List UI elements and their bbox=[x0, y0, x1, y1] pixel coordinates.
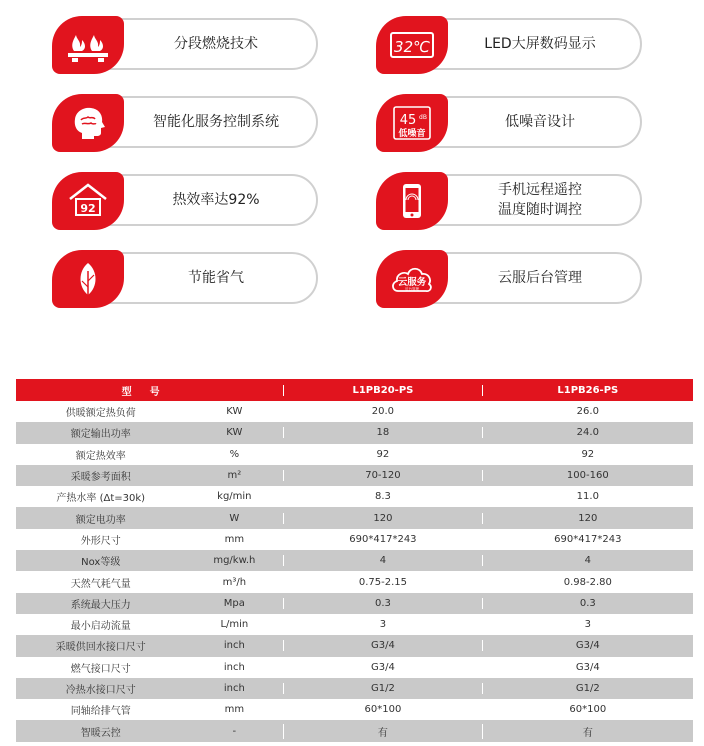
spec-value-b: 26.0 bbox=[482, 406, 693, 417]
spec-unit: m² bbox=[227, 470, 242, 482]
table-row bbox=[16, 720, 693, 741]
spec-value-b: G3/4 bbox=[482, 640, 693, 651]
spec-unit: KW bbox=[226, 427, 243, 439]
spec-value-b: 100-160 bbox=[482, 470, 693, 481]
spec-unit: - bbox=[232, 725, 237, 737]
spec-value-a: G3/4 bbox=[283, 662, 481, 673]
feature-label: LED大屏数码显示 bbox=[484, 36, 596, 52]
spec-name: 燃气接口尺寸 bbox=[70, 663, 131, 675]
spec-value-b: G1/2 bbox=[482, 683, 693, 694]
table-row bbox=[16, 444, 693, 465]
spec-name: 额定输出功率 bbox=[70, 429, 131, 441]
table-row bbox=[16, 635, 693, 656]
spec-table-body bbox=[16, 401, 693, 742]
spec-table-header bbox=[16, 379, 693, 401]
spec-value-b: 3 bbox=[482, 619, 693, 630]
spec-value-a: 690*417*243 bbox=[283, 534, 481, 545]
spec-value-a: 70-120 bbox=[283, 470, 481, 481]
spec-value-a: 3 bbox=[283, 619, 481, 630]
noise-value: 45 bbox=[399, 113, 417, 128]
spec-value-b: 24.0 bbox=[482, 427, 693, 438]
phone-icon bbox=[376, 172, 448, 230]
spec-unit: W bbox=[229, 512, 240, 524]
led-display-value: 32℃ bbox=[394, 38, 430, 56]
spec-name: 采暖供回水接口尺寸 bbox=[55, 642, 146, 654]
table-row bbox=[16, 571, 693, 592]
spec-value-b: 60*100 bbox=[482, 704, 693, 715]
spec-unit: m³/h bbox=[222, 576, 247, 588]
spec-name: 智暖云控 bbox=[80, 727, 121, 739]
spec-value-b: 120 bbox=[482, 513, 693, 524]
spec-value-b: 0.3 bbox=[482, 598, 693, 609]
flame-segments-icon bbox=[52, 16, 124, 74]
header-model-a: L1PB20-PS bbox=[283, 385, 481, 396]
leaf-icon bbox=[52, 250, 124, 308]
noise-badge: 低噪音 bbox=[398, 129, 426, 139]
efficiency-house-icon bbox=[52, 172, 124, 230]
spec-unit: mm bbox=[224, 533, 245, 545]
spec-name: 外形尺寸 bbox=[80, 535, 121, 547]
spec-name: 额定热效率 bbox=[75, 450, 126, 462]
spec-name: 天然气耗气量 bbox=[70, 578, 131, 590]
feature-flame-segments bbox=[52, 18, 322, 74]
feature-label: 节能省气 bbox=[188, 270, 244, 286]
spec-value-a: G1/2 bbox=[283, 683, 481, 694]
table-row bbox=[16, 422, 693, 443]
spec-value-b: 11.0 bbox=[482, 491, 693, 502]
spec-value-a: 8.3 bbox=[283, 491, 481, 502]
spec-name: 同轴给排气管 bbox=[70, 706, 131, 718]
spec-table bbox=[16, 379, 693, 742]
cloud-service-icon bbox=[376, 250, 448, 308]
feature-led-display bbox=[376, 18, 646, 74]
spec-value-b: 有 bbox=[482, 724, 693, 739]
feature-energy-saving bbox=[52, 252, 322, 308]
table-row bbox=[16, 699, 693, 720]
feature-remote-control bbox=[376, 174, 646, 230]
table-row bbox=[16, 593, 693, 614]
feature-label: 分段燃烧技术 bbox=[174, 36, 258, 52]
spec-value-a: 20.0 bbox=[283, 406, 481, 417]
spec-value-a: 120 bbox=[283, 513, 481, 524]
cloud-text: 云服务 bbox=[397, 277, 427, 288]
spec-unit: inch bbox=[223, 683, 245, 694]
feature-smart-control bbox=[52, 96, 322, 152]
spec-value-b: G3/4 bbox=[482, 662, 693, 673]
spec-value-a: 0.3 bbox=[283, 598, 481, 609]
spec-unit: L/min bbox=[220, 619, 249, 631]
cloud-subtext: 后台管理 bbox=[405, 287, 419, 291]
table-row bbox=[16, 678, 693, 699]
feature-label: 智能化服务控制系统 bbox=[153, 114, 279, 130]
spec-unit: mg/kw.h bbox=[213, 555, 256, 567]
spec-name: 供暖额定热负荷 bbox=[65, 408, 136, 420]
efficiency-value: 92 bbox=[80, 202, 96, 215]
spec-value-b: 92 bbox=[482, 449, 693, 460]
spec-unit: kg/min bbox=[217, 491, 252, 503]
table-row bbox=[16, 550, 693, 571]
spec-unit: % bbox=[229, 448, 240, 460]
feature-efficiency bbox=[52, 174, 322, 230]
spec-name: 产热水率 (Δt=30k) bbox=[56, 493, 146, 505]
spec-name: 最小启动流量 bbox=[70, 621, 131, 633]
spec-value-b: 0.98-2.80 bbox=[482, 577, 693, 588]
spec-value-a: 0.75-2.15 bbox=[283, 577, 481, 588]
spec-name: 冷热水接口尺寸 bbox=[65, 685, 136, 696]
led-display-icon bbox=[376, 16, 448, 74]
table-row bbox=[16, 529, 693, 550]
spec-value-b: 4 bbox=[482, 555, 693, 566]
feature-label: 低噪音设计 bbox=[505, 114, 575, 130]
spec-value-a: 92 bbox=[283, 449, 481, 460]
table-row bbox=[16, 507, 693, 528]
table-row bbox=[16, 614, 693, 635]
table-row bbox=[16, 465, 693, 486]
table-row bbox=[16, 401, 693, 422]
feature-label: 热效率达92% bbox=[172, 192, 260, 208]
feature-low-noise bbox=[376, 96, 646, 152]
feature-label: 手机远程遥控 温度随时调控 bbox=[498, 182, 582, 218]
feature-cloud-service bbox=[376, 252, 646, 308]
spec-name: 系统最大压力 bbox=[70, 599, 131, 611]
spec-value-a: 4 bbox=[283, 555, 481, 566]
low-noise-icon bbox=[376, 94, 448, 152]
header-model-b: L1PB26-PS bbox=[482, 385, 693, 396]
spec-name: 采暖参考面积 bbox=[70, 472, 131, 484]
spec-value-a: G3/4 bbox=[283, 640, 481, 651]
spec-unit: inch bbox=[223, 661, 245, 673]
table-row bbox=[16, 657, 693, 678]
spec-name: Nox等级 bbox=[81, 557, 121, 569]
brain-icon bbox=[52, 94, 124, 152]
spec-name: 额定电功率 bbox=[75, 514, 126, 526]
spec-unit: Mpa bbox=[223, 597, 245, 609]
spec-unit: mm bbox=[224, 704, 245, 716]
spec-value-b: 690*417*243 bbox=[482, 534, 693, 545]
spec-unit: KW bbox=[226, 406, 243, 418]
header-model-label: 型号 bbox=[121, 386, 178, 398]
spec-value-a: 有 bbox=[283, 724, 481, 739]
spec-value-a: 18 bbox=[283, 427, 481, 438]
noise-unit: dB bbox=[419, 114, 427, 121]
feature-label: 云服后台管理 bbox=[498, 270, 582, 286]
spec-value-a: 60*100 bbox=[283, 704, 481, 715]
spec-unit: inch bbox=[223, 640, 245, 652]
table-row bbox=[16, 486, 693, 507]
